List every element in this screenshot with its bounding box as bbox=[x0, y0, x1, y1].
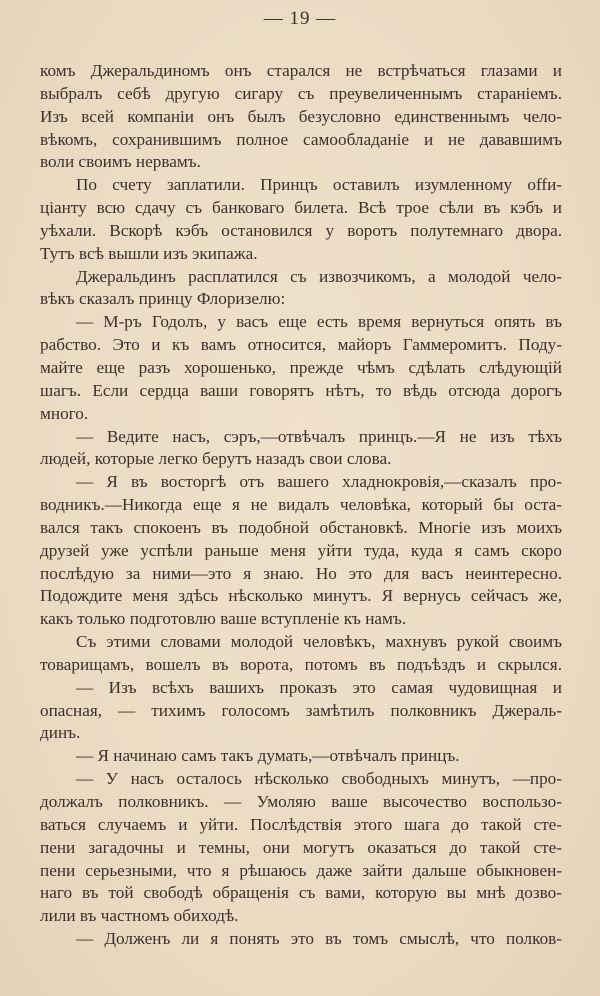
text-line: пени серьезными, что я рѣшаюсь даже зайти дальше обыкновен- bbox=[40, 860, 562, 880]
text-line: вался такъ спокоенъ въ подобной обстановкѣ. Многіе изъ моихъ bbox=[40, 517, 562, 537]
text-line: Подождите меня здѣсь нѣсколько минутъ. Я вернусь сейчасъ же, bbox=[40, 586, 562, 606]
text-line: — Я начинаю самъ такъ думать,—отвѣчалъ принцъ. bbox=[76, 746, 460, 766]
text-line: По счету заплатили. Принцъ оставилъ изумленному offи- bbox=[76, 175, 562, 195]
text-line: выбралъ себѣ другую сигару съ преувеличеннымъ стараніемъ. bbox=[40, 83, 562, 103]
text-line: — М-ръ Годолъ, у васъ еще есть время вернуться опять въ bbox=[76, 312, 562, 332]
text-line: майте еще разъ хорошенько, прежде чѣмъ сдѣлать слѣдующій bbox=[40, 357, 562, 377]
text-line: — Я въ восторгѣ отъ вашего хладнокровія,—сказалъ про- bbox=[76, 472, 562, 492]
text-line: рабство. Это и къ вамъ относится, майоръ Гаммеромитъ. Поду- bbox=[40, 335, 562, 355]
text-line: вѣкомъ, сохранившимъ полное самообладаніе и не дававшимъ bbox=[40, 129, 562, 149]
text-line: комъ Джеральдиномъ онъ старался не встрѣчаться глазами и bbox=[40, 61, 562, 80]
text-line: Съ этими словами молодой человѣкъ, махнувъ рукой своимъ bbox=[76, 632, 562, 652]
text-line: людей, которые легко берутъ назадъ свои слова. bbox=[40, 449, 392, 469]
text-line: наго въ той свободѣ обращенія съ вами, которую вы мнѣ дозво- bbox=[40, 883, 562, 903]
text-line: — Ведите насъ, сэръ,—отвѣчалъ принцъ.—Я не изъ тѣхъ bbox=[76, 426, 562, 446]
text-line: опасная, — тихимъ голосомъ замѣтилъ полковникъ Джераль- bbox=[40, 700, 562, 720]
text-line: послѣдую за ними—это я знаю. Но это для васъ неинтересно. bbox=[40, 563, 562, 583]
text-line: вѣкъ сказалъ принцу Флоризелю: bbox=[40, 289, 286, 309]
text-line: пени загадочны и темны, они могутъ оказаться до такой сте- bbox=[40, 837, 562, 857]
text-line: много. bbox=[40, 403, 89, 423]
text-line: друзей уже успѣли раньше меня уйти туда, куда я самъ скоро bbox=[40, 540, 562, 560]
text-line: Тутъ всѣ вышли изъ экипажа. bbox=[40, 243, 258, 263]
text-line: — Долженъ ли я понять это въ томъ смыслѣ, что полков- bbox=[76, 929, 562, 949]
page-number: — 19 — bbox=[263, 8, 337, 29]
text-line: воли своимъ нервамъ. bbox=[40, 152, 201, 172]
text-line: уѣхали. Вскорѣ кэбъ остановился у воротъ полутемнаго двора. bbox=[40, 220, 562, 240]
text-line: Джеральдинъ расплатился съ извозчикомъ, а молодой чело- bbox=[76, 266, 562, 286]
text-line: ціанту всю сдачу съ банковаго билета. Всѣ трое сѣли въ кэбъ и bbox=[40, 198, 562, 218]
text-line: должалъ полковникъ. — Умоляю ваше высочество воспользо- bbox=[40, 792, 562, 811]
text-line: Изъ всей компаніи онъ былъ безусловно единственнымъ чело- bbox=[40, 106, 562, 126]
text-line: шагъ. Если сердца ваши говорятъ нѣтъ, то вѣдь отсюда дорогъ bbox=[40, 380, 562, 400]
text-line: — Изъ всѣхъ вашихъ проказъ это самая чудовищная и bbox=[76, 677, 562, 697]
text-line: динъ. bbox=[40, 723, 81, 743]
text-line: товарищамъ, вошелъ въ ворота, потомъ въ подъѣздъ и скрылся. bbox=[40, 654, 562, 674]
text-line: какъ только подготовлю ваше вступленіе къ намъ. bbox=[40, 609, 407, 629]
body-text bbox=[40, 60, 562, 951]
text-line: водникъ.—Никогда еще я не видалъ человѣка, который бы оста- bbox=[40, 495, 562, 515]
text-line: ваться случаемъ и уйти. Послѣдствія этого шага до такой сте- bbox=[40, 814, 562, 834]
text-line: — У насъ осталось нѣсколько свободныхъ минутъ, —про- bbox=[76, 769, 562, 789]
text-line: лили въ частномъ обиходѣ. bbox=[40, 906, 239, 926]
